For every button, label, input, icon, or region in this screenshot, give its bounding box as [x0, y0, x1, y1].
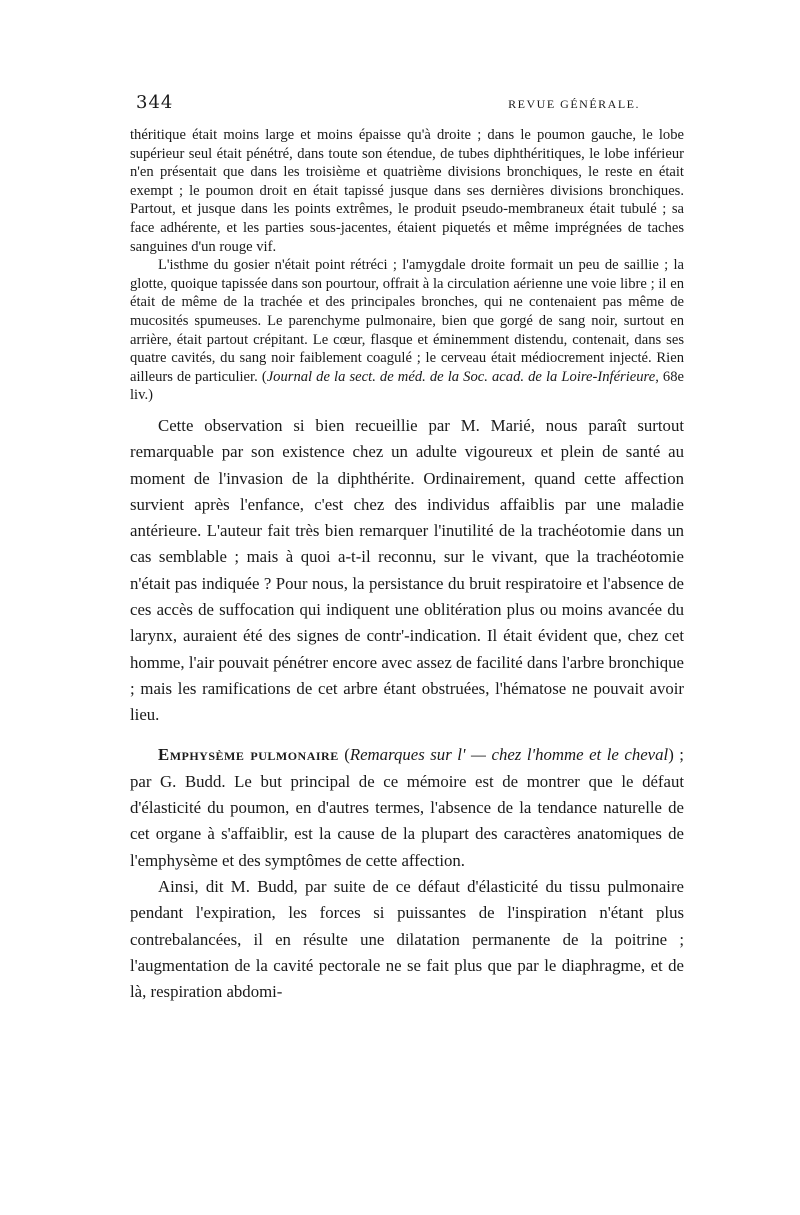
paragraph-autopsy-lungs: théritique était moins large et moins épaisse qu'à droite ; dans le poumon gauche, le lobe supérieur seul était pénétré, dans toute son étendue, de tubes diphthéritiques, le lobe inférieur n'en présentait que dans les troisième et quatrième divisions bronchiques, le reste en était exempt ; le poumon droit en était tapissé jusque dans ses dernières divisions bronchiques. Partout, et jusque dans les points extrêmes, le produit pseudo-membraneux était tubulé ; sa face adhérente, et les parties sous-jacentes, étaient piquetés et même imprégnées de taches sanguines d'un rouge vif. [130, 127, 684, 255]
citation-end: , 68e liv.) [130, 368, 685, 404]
section-subtitle: Remarques sur l' — chez l'homme et le cheval [349, 745, 669, 765]
paragraph-text: L'isthme du gosier n'était point rétréci ; l'amygdale droite formait un peu de saillie ; la glotte, quoique tapissée dans son pourtour, offrait à la circulation aérienne une voie libre ; il en était de même de la trachée et des principales bronches, qui ne contenaient pas même de mucosités spumeuses. Le parenchyme pulmonaire, bien que gorgé de sang noir, surtout en arrière, était partout crépitant. Le cœur, flasque et éminemment distendu, contenait, dans ses quatre cavités, du sang noir faiblement coagulé ; le cerveau était médiocrement injecté. Rien ailleurs de particulier. ( [130, 257, 684, 385]
main-text-section [118, 413, 684, 1006]
paragraph-autopsy-isthmus [130, 256, 684, 405]
running-title: REVUE GÉNÉRALE. [508, 97, 640, 111]
paren-open: ( [338, 745, 350, 765]
paragraph-text: ) ; par G. Budd. Le but principal de ce mémoire est de montrer que le défaut d'élasticité du poumon, en d'autres termes, l'absence de la tendance naturelle de cet organe à s'affaiblir, est la cause de la plupart des caractères anatomiques de l'emphysème et des symptômes de cette affection. [130, 745, 684, 870]
paragraph-budd: Ainsi, dit M. Budd, par suite de ce défaut d'élasticité du tissu pulmonaire pendant l'expiration, les forces si puissantes de l'inspiration n'étant plus contrebalancées, il en résulte une dilatation permanente de la poitrine ; l'augmentation de la cavité pectorale ne se fait plus que par le diaphragme, et de là, respiration abdomi- [130, 876, 684, 1002]
page-header [118, 92, 684, 126]
page-number: 344 [136, 92, 174, 113]
section-title: Emphysème pulmonaire [158, 745, 339, 765]
paragraph-commentary: Cette observation si bien recueillie par M. Marié, nous paraît surtout remarquable par son existence chez un adulte vigoureux et plein de santé au moment de l'invasion de la diphthérite. Ordinairement, quand cette affection survient après l'enfance, c'est chez des individus affaiblis par une maladie antérieure. L'auteur fait très bien remarquer l'inutilité de la trachéotomie dans un cas semblable ; mais à quoi a-t-il reconnu, sur le vivant, que la trachéotomie n'était pas indiquée ? Pour nous, la persistance du bruit respiratoire et l'absence de ces accès de suffocation qui indiquent une oblitération plus ou moins avancée du larynx, auraient été des signes de contr'-indication. Il était évident que, chez cet homme, l'air pouvait pénétrer encore avec assez de facilité dans l'arbre bronchique ; mais les ramifications de cet arbre étant obstruées, l'hématose ne pouvait avoir lieu. [130, 415, 684, 725]
page [118, 92, 684, 1005]
paragraph-emphysema [130, 742, 684, 873]
small-print-section [118, 126, 684, 405]
citation-journal: Journal de la sect. de méd. de la Soc. acad. de la Loire-Inférieure [266, 368, 656, 385]
